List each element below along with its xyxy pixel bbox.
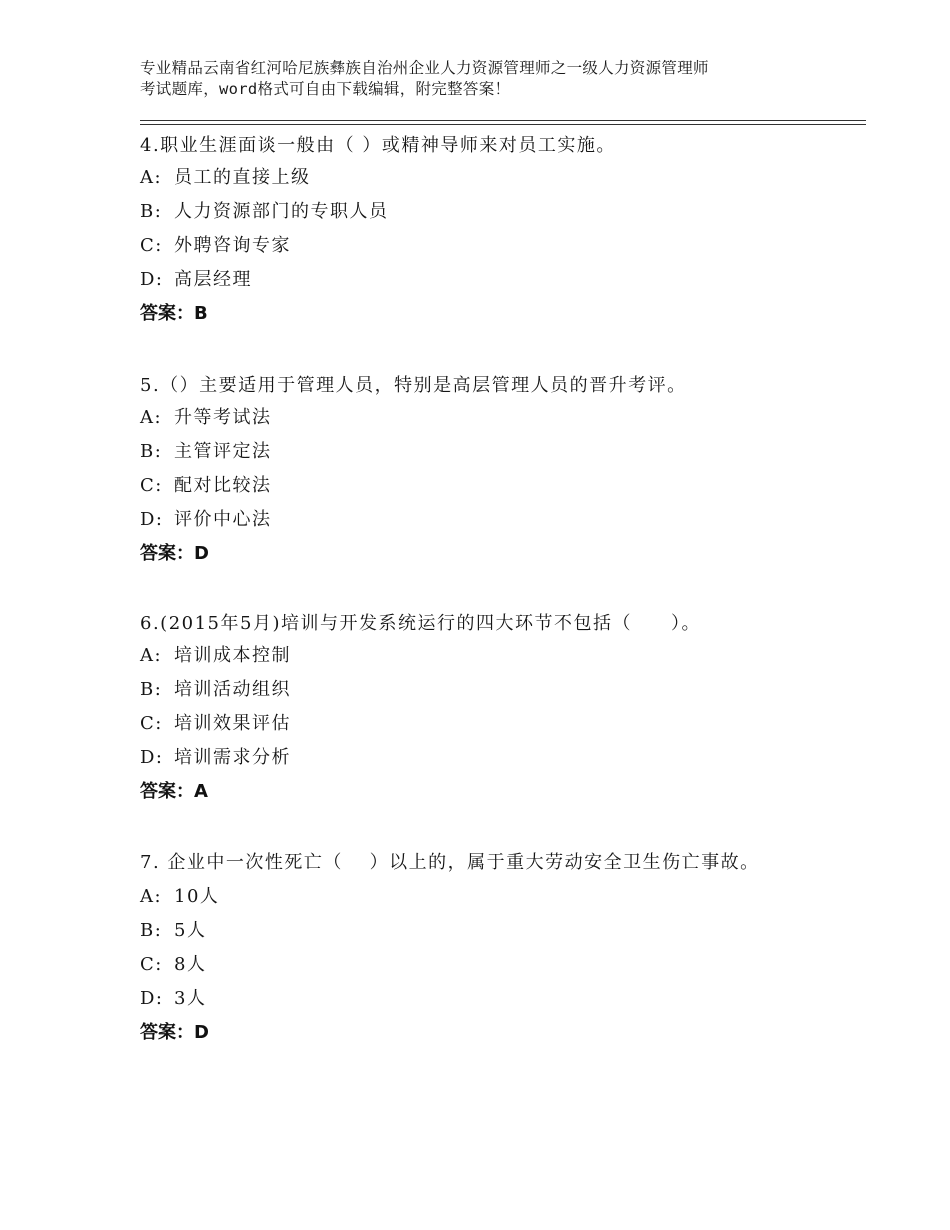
option-text: 人力资源部门的专职人员 bbox=[174, 201, 389, 222]
question-7 bbox=[140, 844, 800, 1050]
option-a bbox=[140, 880, 800, 914]
option-text: 培训活动组织 bbox=[174, 679, 291, 700]
option-text: 培训需求分析 bbox=[174, 747, 291, 768]
option-letter: D: bbox=[140, 747, 164, 768]
option-text: 培训效果评估 bbox=[174, 713, 291, 734]
option-letter: C: bbox=[140, 475, 163, 496]
option-text: 外聘咨询专家 bbox=[174, 235, 291, 256]
option-letter: C: bbox=[140, 954, 163, 975]
question-stem: 7. 企业中一次性死亡（ ）以上的，属于重大劳动安全卫生伤亡事故。 bbox=[140, 852, 760, 873]
option-letter: A: bbox=[140, 886, 163, 907]
option-letter: B: bbox=[140, 441, 163, 462]
option-c bbox=[140, 948, 800, 982]
option-c bbox=[140, 229, 616, 263]
option-d bbox=[140, 503, 687, 537]
option-text: 8人 bbox=[174, 954, 207, 975]
option-text: 培训成本控制 bbox=[174, 645, 291, 666]
option-b bbox=[140, 914, 800, 948]
option-d bbox=[140, 263, 616, 297]
option-text: 3人 bbox=[174, 988, 207, 1009]
option-text: 升等考试法 bbox=[174, 407, 272, 428]
question-stem: 6.(2015年5月)培训与开发系统运行的四大环节不包括（ ）。 bbox=[140, 613, 701, 634]
option-letter: C: bbox=[140, 235, 163, 256]
question-5 bbox=[140, 368, 687, 571]
option-letter: B: bbox=[140, 920, 163, 941]
option-letter: A: bbox=[140, 167, 163, 188]
answer-label: 答案：D bbox=[140, 543, 209, 564]
question-4 bbox=[140, 128, 616, 331]
option-letter: D: bbox=[140, 269, 164, 290]
option-letter: D: bbox=[140, 509, 164, 530]
option-a bbox=[140, 639, 701, 673]
answer-label: 答案：D bbox=[140, 1022, 209, 1043]
question-6 bbox=[140, 606, 701, 809]
answer-label: 答案：A bbox=[140, 781, 208, 802]
answer-label: 答案：B bbox=[140, 303, 208, 324]
question-stem: 4.职业生涯面谈一般由（ ）或精神导师来对员工实施。 bbox=[140, 135, 616, 156]
option-letter: C: bbox=[140, 713, 163, 734]
option-text: 5人 bbox=[174, 920, 207, 941]
option-b bbox=[140, 195, 616, 229]
option-d bbox=[140, 982, 800, 1016]
question-stem: 5.（）主要适用于管理人员，特别是高层管理人员的晋升考评。 bbox=[140, 375, 687, 396]
option-b bbox=[140, 435, 687, 469]
option-text: 主管评定法 bbox=[174, 441, 272, 462]
option-b bbox=[140, 673, 701, 707]
option-letter: A: bbox=[140, 407, 163, 428]
option-text: 10人 bbox=[174, 886, 220, 907]
header-divider-top bbox=[140, 120, 866, 121]
option-letter: B: bbox=[140, 201, 163, 222]
header-title-line-1: 专业精品云南省红河哈尼族彝族自治州企业人力资源管理师之一级人力资源管理师 bbox=[140, 59, 709, 77]
option-d bbox=[140, 741, 701, 775]
option-text: 高层经理 bbox=[174, 269, 252, 290]
option-text: 评价中心法 bbox=[174, 509, 272, 530]
document-header bbox=[140, 58, 840, 100]
option-text: 员工的直接上级 bbox=[174, 167, 311, 188]
header-title-line-2: 考试题库，word格式可自由下载编辑，附完整答案！ bbox=[140, 80, 511, 98]
header-divider-bottom bbox=[140, 124, 866, 125]
option-text: 配对比较法 bbox=[174, 475, 272, 496]
option-letter: A: bbox=[140, 645, 163, 666]
option-c bbox=[140, 707, 701, 741]
option-letter: D: bbox=[140, 988, 164, 1009]
option-a bbox=[140, 161, 616, 195]
option-letter: B: bbox=[140, 679, 163, 700]
option-a bbox=[140, 401, 687, 435]
option-c bbox=[140, 469, 687, 503]
